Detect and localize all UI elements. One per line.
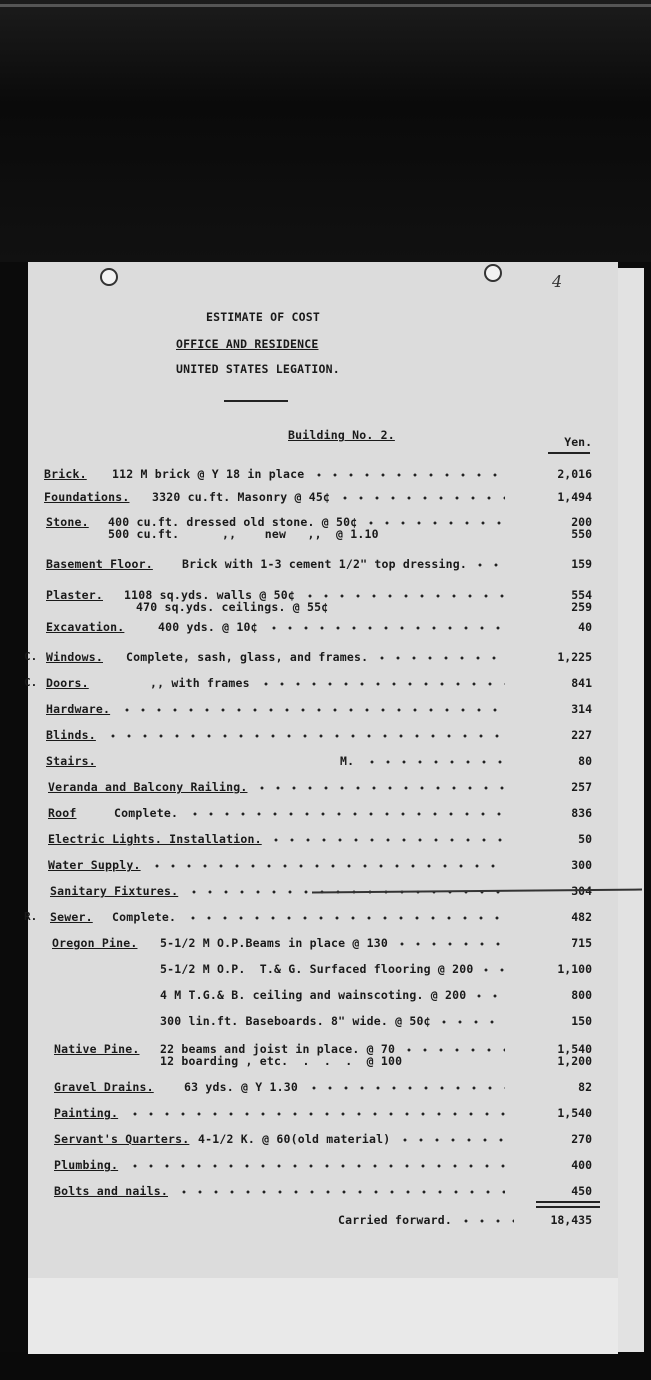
row-leader-dots <box>471 994 505 998</box>
row-leader-dots <box>394 942 505 946</box>
row-label: Blinds. <box>46 728 96 742</box>
row-leader-dots <box>258 682 505 686</box>
row-label: Basement Floor. <box>46 557 153 571</box>
table-row <box>0 702 651 718</box>
table-row <box>0 1184 651 1200</box>
table-row <box>0 650 651 666</box>
row-amount: 80 <box>578 754 592 768</box>
row-prefix: C. <box>24 650 38 663</box>
table-row <box>0 1080 651 1096</box>
row-label: Brick. <box>44 467 87 481</box>
row-label: Native Pine. <box>54 1042 140 1056</box>
row-label: Gravel Drains. <box>54 1080 154 1094</box>
row-amount: 1,200 <box>557 1054 592 1068</box>
table-row <box>0 988 651 1004</box>
row-amount: 150 <box>571 1014 592 1028</box>
row-leader-dots <box>149 864 505 868</box>
row-leader-dots <box>266 626 505 630</box>
row-description-2: 500 cu.ft. ,, new ,, @ 1.10 <box>108 527 379 541</box>
row-leader-dots <box>127 1112 505 1116</box>
table-row <box>0 490 651 506</box>
row-description: Complete, sash, glass, and frames. <box>126 650 369 664</box>
row-label: Windows. <box>46 650 103 664</box>
table-row <box>0 858 651 874</box>
carried-forward-leaders <box>458 1219 514 1223</box>
row-amount: 1,100 <box>557 962 592 976</box>
table-row <box>0 515 651 541</box>
row-leader-dots <box>397 1138 505 1142</box>
film-strip-bottom <box>0 1352 651 1380</box>
table-row <box>0 728 651 744</box>
row-label: Bolts and nails. <box>54 1184 168 1198</box>
row-amount: 400 <box>571 1158 592 1172</box>
row-description: 300 lin.ft. Baseboards. 8" wide. @ 50¢ <box>160 1014 431 1028</box>
row-label: Veranda and Balcony Railing. <box>48 780 248 794</box>
row-label: Oregon Pine. <box>52 936 138 950</box>
row-amount: 270 <box>571 1132 592 1146</box>
table-row <box>0 806 651 822</box>
row-amount: 82 <box>578 1080 592 1094</box>
row-amount: 550 <box>571 527 592 541</box>
row-leader-dots <box>302 594 505 598</box>
row-description: 112 M brick @ Y 18 in place <box>112 467 305 481</box>
row-amount: 259 <box>571 600 592 614</box>
row-amount: 159 <box>571 557 592 571</box>
table-row <box>0 467 651 483</box>
row-description: Complete. <box>112 910 177 924</box>
row-leader-dots <box>363 521 505 525</box>
row-label: Roof <box>48 806 77 820</box>
row-amount: 1,540 <box>557 1042 592 1056</box>
carried-forward-label: Carried forward. <box>338 1213 452 1227</box>
row-leader-dots <box>478 968 505 972</box>
row-amount: 841 <box>571 676 592 690</box>
row-label: Sewer. <box>50 910 93 924</box>
row-leader-dots <box>268 838 505 842</box>
row-description: Complete. <box>114 806 179 820</box>
punch-hole-left <box>100 268 118 286</box>
row-leader-dots <box>436 1020 505 1024</box>
row-description: 63 yds. @ Y 1.30 <box>184 1080 298 1094</box>
row-leader-dots <box>374 656 505 660</box>
table-row <box>0 620 651 636</box>
row-amount: 836 <box>571 806 592 820</box>
row-amount: 200 <box>571 515 592 529</box>
row-description: 1108 sq.yds. walls @ 50¢ <box>124 588 295 602</box>
row-leader-dots <box>337 496 505 500</box>
row-leader-dots <box>364 760 505 764</box>
row-label: Plaster. <box>46 588 103 602</box>
table-row <box>0 588 651 614</box>
row-amount: 2,016 <box>557 467 592 481</box>
table-row <box>0 1042 651 1068</box>
table-row <box>0 936 651 952</box>
row-description-2: 470 sq.yds. ceilings. @ 55¢ <box>136 600 329 614</box>
row-amount: 554 <box>571 588 592 602</box>
table-row <box>0 1158 651 1174</box>
section-heading: Building No. 2. <box>288 428 395 442</box>
row-label: Doors. <box>46 676 89 690</box>
row-description: ,, with frames <box>150 676 250 690</box>
row-leader-dots <box>401 1048 505 1052</box>
row-label: Sanitary Fixtures. <box>50 884 179 898</box>
row-leader-dots <box>187 812 505 816</box>
row-leader-dots <box>472 563 505 567</box>
row-leader-dots <box>127 1164 505 1168</box>
row-label: Servant's Quarters. <box>54 1132 190 1146</box>
row-description: Brick with 1-3 cement 1/2" top dressing. <box>182 557 467 571</box>
row-description: 4 M T.G.& B. ceiling and wainscoting. @ 200 <box>160 988 467 1002</box>
row-label: Stairs. <box>46 754 96 768</box>
row-amount: 257 <box>571 780 592 794</box>
table-row <box>0 1106 651 1122</box>
title-divider <box>224 400 288 402</box>
row-leader-dots <box>306 1086 505 1090</box>
row-prefix: R. <box>24 910 38 923</box>
row-description: 22 beams and joist in place. @ 70 <box>160 1042 396 1056</box>
row-leader-dots <box>105 734 505 738</box>
row-amount: 450 <box>571 1184 592 1198</box>
table-row <box>0 754 651 770</box>
table-row <box>0 1132 651 1148</box>
total-rule-2 <box>536 1206 600 1208</box>
row-label: Plumbing. <box>54 1158 119 1172</box>
row-amount: 800 <box>571 988 592 1002</box>
table-row <box>0 676 651 692</box>
row-amount: 1,494 <box>557 490 592 504</box>
row-label: Water Supply. <box>48 858 141 872</box>
row-leader-dots <box>185 916 505 920</box>
document-subtitle-2: UNITED STATES LEGATION. <box>176 362 340 376</box>
row-leader-dots <box>311 473 505 477</box>
row-description: 4-1/2 K. @ 60(old material) <box>198 1132 391 1146</box>
table-row <box>0 910 651 926</box>
film-strip-top <box>0 0 651 262</box>
currency-rule <box>548 452 590 454</box>
row-prefix: C. <box>24 676 38 689</box>
currency-header: Yen. <box>564 435 592 449</box>
row-leader-dots <box>254 786 505 790</box>
row-description: 400 yds. @ 10¢ <box>158 620 258 634</box>
row-label: Foundations. <box>44 490 130 504</box>
row-leader-dots <box>176 1190 505 1194</box>
page-lower-area <box>28 1278 618 1354</box>
row-label: Hardware. <box>46 702 111 716</box>
row-description: 5-1/2 M O.P.Beams in place @ 130 <box>160 936 388 950</box>
row-label: Stone. <box>46 515 89 529</box>
row-description: 400 cu.ft. dressed old stone. @ 50¢ <box>108 515 358 529</box>
total-rule-1 <box>536 1201 600 1203</box>
row-amount: 314 <box>571 702 592 716</box>
row-description-2: 12 boarding , etc. . . . @ 100 <box>160 1054 403 1068</box>
row-amount: 300 <box>571 858 592 872</box>
row-amount: 482 <box>571 910 592 924</box>
document-subtitle: OFFICE AND RESIDENCE <box>176 337 319 351</box>
table-row <box>0 557 651 573</box>
carried-forward-total: 18,435 <box>550 1213 592 1227</box>
row-amount: 1,225 <box>557 650 592 664</box>
table-row <box>0 1014 651 1030</box>
row-leader-dots <box>119 708 505 712</box>
row-amount: 40 <box>578 620 592 634</box>
table-row <box>0 962 651 978</box>
row-description: 3320 cu.ft. Masonry @ 45¢ <box>152 490 331 504</box>
table-row <box>0 832 651 848</box>
punch-hole-right <box>484 264 502 282</box>
row-description: M. <box>340 754 355 768</box>
row-amount: 1,540 <box>557 1106 592 1120</box>
row-amount: 227 <box>571 728 592 742</box>
row-amount: 715 <box>571 936 592 950</box>
document-title: ESTIMATE OF COST <box>206 310 320 324</box>
page-number: 4 <box>552 272 563 291</box>
row-label: Electric Lights. Installation. <box>48 832 262 846</box>
row-label: Painting. <box>54 1106 119 1120</box>
table-row <box>0 780 651 796</box>
row-description: 5-1/2 M O.P. T.& G. Surfaced flooring @ 200 <box>160 962 474 976</box>
row-amount: 50 <box>578 832 592 846</box>
row-label: Excavation. <box>46 620 125 634</box>
